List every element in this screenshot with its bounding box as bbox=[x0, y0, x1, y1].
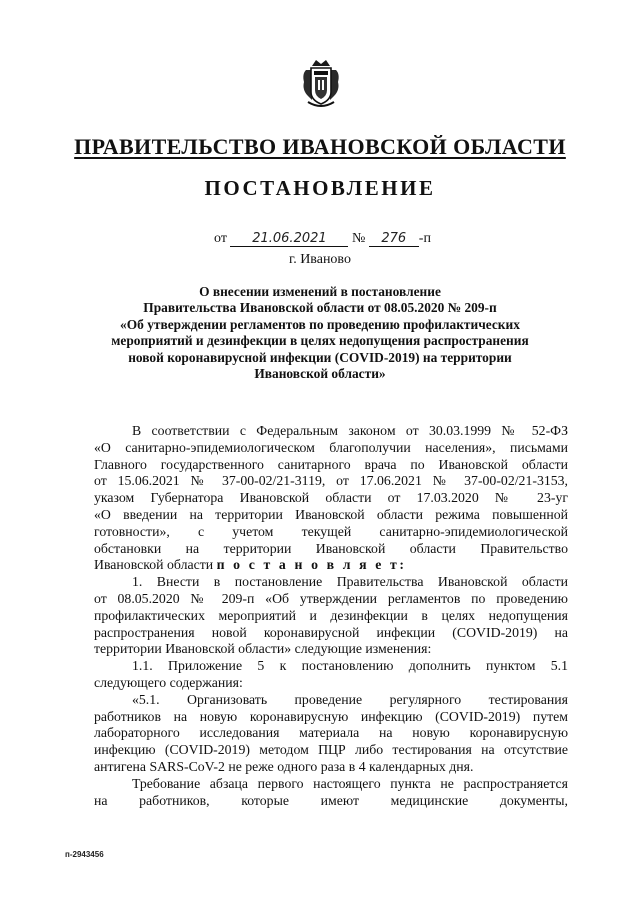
document-type-heading: ПОСТАНОВЛЕНИЕ bbox=[204, 176, 436, 200]
handwritten-date: 21.06.2021 bbox=[230, 232, 348, 247]
body-line: «5.1. Организовать проведение регулярного тестирования bbox=[132, 691, 568, 707]
body-line: работников на новую коронавирусную инфекцию (COVID-2019) путем bbox=[94, 708, 568, 724]
body-line: на работников, которые имеют медицинские документы, bbox=[94, 792, 568, 808]
handwritten-number: 276 bbox=[369, 232, 419, 247]
number-sign: № bbox=[351, 231, 366, 246]
subject-line: Ивановской области» bbox=[254, 366, 386, 382]
body-line bbox=[94, 557, 568, 574]
document-code: п-2943456 bbox=[65, 850, 104, 859]
date-number-line bbox=[214, 231, 431, 247]
body-line: от 15.06.2021 № 37-00-02/21-3119, от 17.06.2021 № 37-00-02/21-3153, bbox=[94, 473, 568, 489]
body-line: «О санитарно-эпидемиологическом благополучии населения», письмами bbox=[94, 439, 568, 455]
subject-line: О внесении изменений в постановление bbox=[199, 284, 441, 299]
number-suffix: -п bbox=[418, 231, 431, 246]
body-line: профилактических мероприятий и дезинфекции в целях недопущения bbox=[94, 607, 568, 623]
body-line: обстановки на территории Ивановской области Правительство bbox=[94, 540, 568, 556]
body-line: готовности», с учетом текущей санитарно-эпидемиологической bbox=[94, 523, 568, 539]
body-line: антигена SARS-CoV-2 не реже одного раза в 4 календарных дня. bbox=[94, 758, 474, 774]
body-line: следующего содержания: bbox=[94, 674, 243, 690]
body-line: указом Губернатора Ивановской области от 17.03.2020 № 23-уг bbox=[94, 490, 568, 506]
subject-line: мероприятий и дезинфекции в целях недопущения распространения bbox=[111, 333, 529, 349]
date-prefix: от bbox=[214, 231, 227, 246]
body-line: от 08.05.2020 № 209-п «Об утверждении регламентов по проведению bbox=[94, 590, 568, 606]
document-subject bbox=[90, 284, 550, 382]
body-line: территории Ивановской области» следующие изменения: bbox=[94, 641, 432, 657]
body-line: Главного государственного санитарного врача по Ивановской области bbox=[94, 456, 568, 472]
body-text: Ивановской области bbox=[94, 557, 214, 573]
body-line: «О введении на территории Ивановской области режима повышенной bbox=[94, 506, 568, 522]
body-line: 1.1. Приложение 5 к постановлению дополнить пунктом 5.1 bbox=[132, 658, 568, 674]
body-line: Требование абзаца первого настоящего пункта не распространяется bbox=[132, 775, 568, 791]
body-line: 1. Внести в постановление Правительства Ивановской области bbox=[132, 574, 568, 590]
organization-title: ПРАВИТЕЛЬСТВО ИВАНОВСКОЙ ОБЛАСТИ bbox=[74, 134, 566, 159]
subject-line: «Об утверждении регламентов по проведению профилактических bbox=[120, 316, 520, 332]
subject-line: новой коронавирусной инфекции (COVID-2019) на территории bbox=[128, 349, 512, 365]
body-line: В соответствии с Федеральным законом от 30.03.1999 № 52-ФЗ bbox=[132, 423, 568, 438]
body-line: инфекцию (COVID-2019) методом ПЦР либо тестирования на отсутствие bbox=[94, 742, 568, 758]
city-line: г. Иваново bbox=[289, 252, 351, 267]
subject-line: Правительства Ивановской области от 08.05.2020 № 209-п bbox=[143, 300, 497, 316]
coat-of-arms-emblem bbox=[298, 56, 344, 108]
body-line: лабораторного исследования материала на новую коронавирусную bbox=[94, 725, 568, 741]
body-line: распространения новой коронавирусной инфекции (COVID-2019) на bbox=[94, 624, 568, 640]
decree-verb: п о с т а н о в л я е т: bbox=[216, 557, 407, 573]
document-body bbox=[94, 423, 568, 809]
